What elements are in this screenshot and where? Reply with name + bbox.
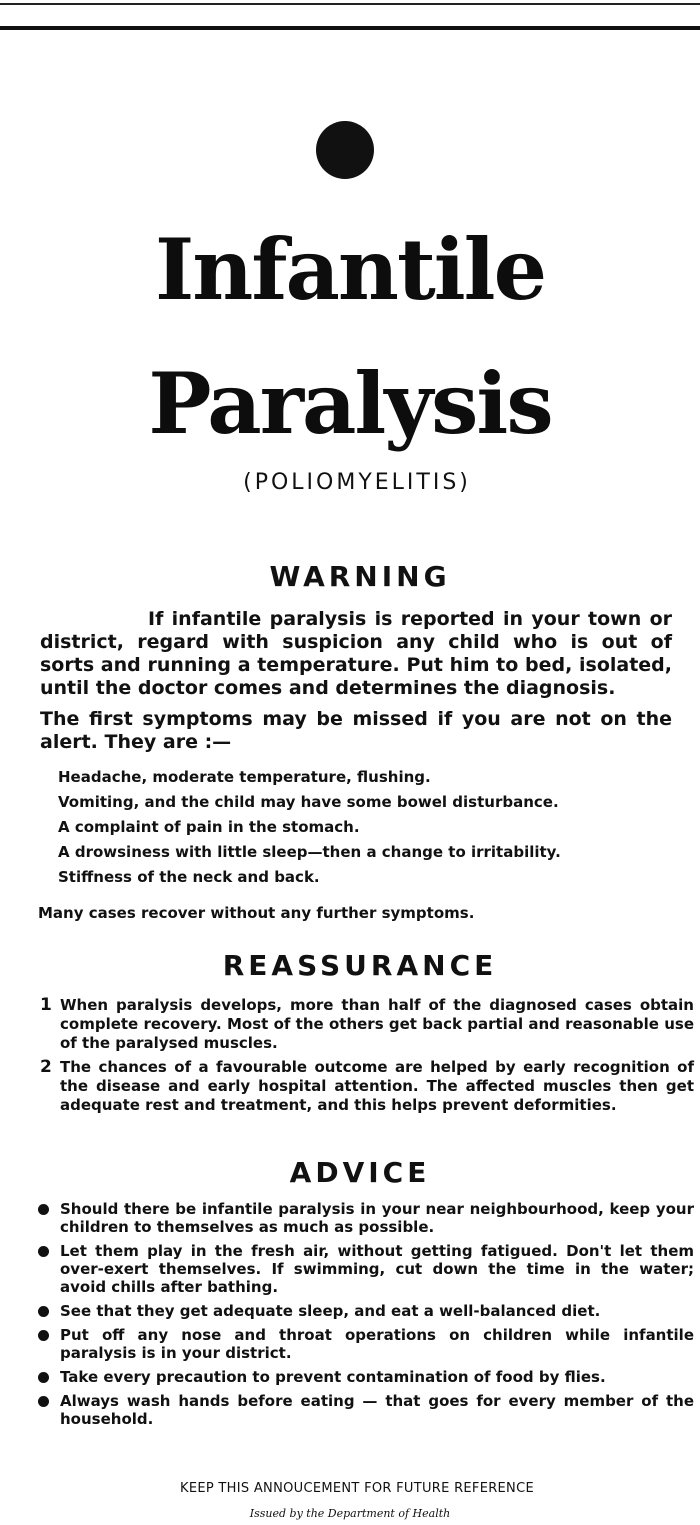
header-rule <box>0 26 700 30</box>
top-rule <box>0 3 700 5</box>
advice-item: See that they get adequate sleep, and eat a well-balanced diet. <box>38 1302 694 1320</box>
item-number: 1 <box>40 995 52 1015</box>
title-line-1: Infantile <box>154 220 546 319</box>
warning-paragraph-2: The first symptoms may be missed if you are not on the alert. They are :— <box>40 708 672 753</box>
symptom-item: A complaint of pain in the stomach. <box>58 818 360 836</box>
advice-list <box>38 1200 694 1434</box>
item-text: When paralysis develops, more than half of the diagnosed cases obtain complete recovery. Most of the others get back partial and reasonable use of the paralysed muscles. <box>60 996 694 1052</box>
keep-notice: KEEP THIS ANNOUCEMENT FOR FUTURE REFERENCE <box>180 1481 534 1496</box>
item-text: The chances of a favourable outcome are helped by early recognition of the disease and early hospital attention. The affected muscles then get adequate rest and treatment, and this helps prevent deformities. <box>60 1058 694 1114</box>
advice-item: Should there be infantile paralysis in your near neighbourhood, keep your children to themselves as much as possible. <box>38 1200 694 1236</box>
item-number: 2 <box>40 1057 52 1077</box>
bullet-dot-icon <box>316 121 374 179</box>
symptom-item: A drowsiness with little sleep—then a change to irritability. <box>58 843 561 861</box>
symptom-list <box>58 766 561 891</box>
title-line-2: Paralysis <box>148 354 552 453</box>
advice-item: Take every precaution to prevent contamination of food by flies. <box>38 1368 694 1386</box>
subtitle: (POLIOMYELITIS) <box>243 470 471 495</box>
bullet-icon <box>38 1306 49 1317</box>
reassurance-item <box>40 1058 694 1115</box>
reassurance-item <box>40 996 694 1053</box>
bullet-icon <box>38 1330 49 1341</box>
advice-item: Put off any nose and throat operations on children while infantile paralysis is in your district. <box>38 1326 694 1362</box>
bullet-icon <box>38 1372 49 1383</box>
reassurance-heading: REASSURANCE <box>222 949 498 982</box>
warning-paragraph-1: If infantile paralysis is reported in your town or district, regard with suspicion any child who is out of sorts and running a temperature. Put him to bed, isolated, until the doctor comes and determines the diagnosis. <box>40 608 672 699</box>
bullet-icon <box>38 1246 49 1257</box>
symptom-item: Vomiting, and the child may have some bowel disturbance. <box>58 793 559 811</box>
symptom-item: Headache, moderate temperature, flushing. <box>58 768 431 786</box>
advice-item: Let them play in the fresh air, without getting fatigued. Don't let them over-exert themselves. If swimming, cut down the time in the water; avoid chills after bathing. <box>38 1242 694 1296</box>
issued-by: Issued by the Department of Health <box>249 1507 451 1520</box>
symptom-item: Stiffness of the neck and back. <box>58 868 320 886</box>
advice-heading: ADVICE <box>289 1156 431 1189</box>
bullet-icon <box>38 1396 49 1407</box>
bullet-icon <box>38 1204 49 1215</box>
warning-heading: WARNING <box>269 560 451 593</box>
warning-closing: Many cases recover without any further symptoms. <box>38 904 475 922</box>
advice-item: Always wash hands before eating — that goes for every member of the household. <box>38 1392 694 1428</box>
